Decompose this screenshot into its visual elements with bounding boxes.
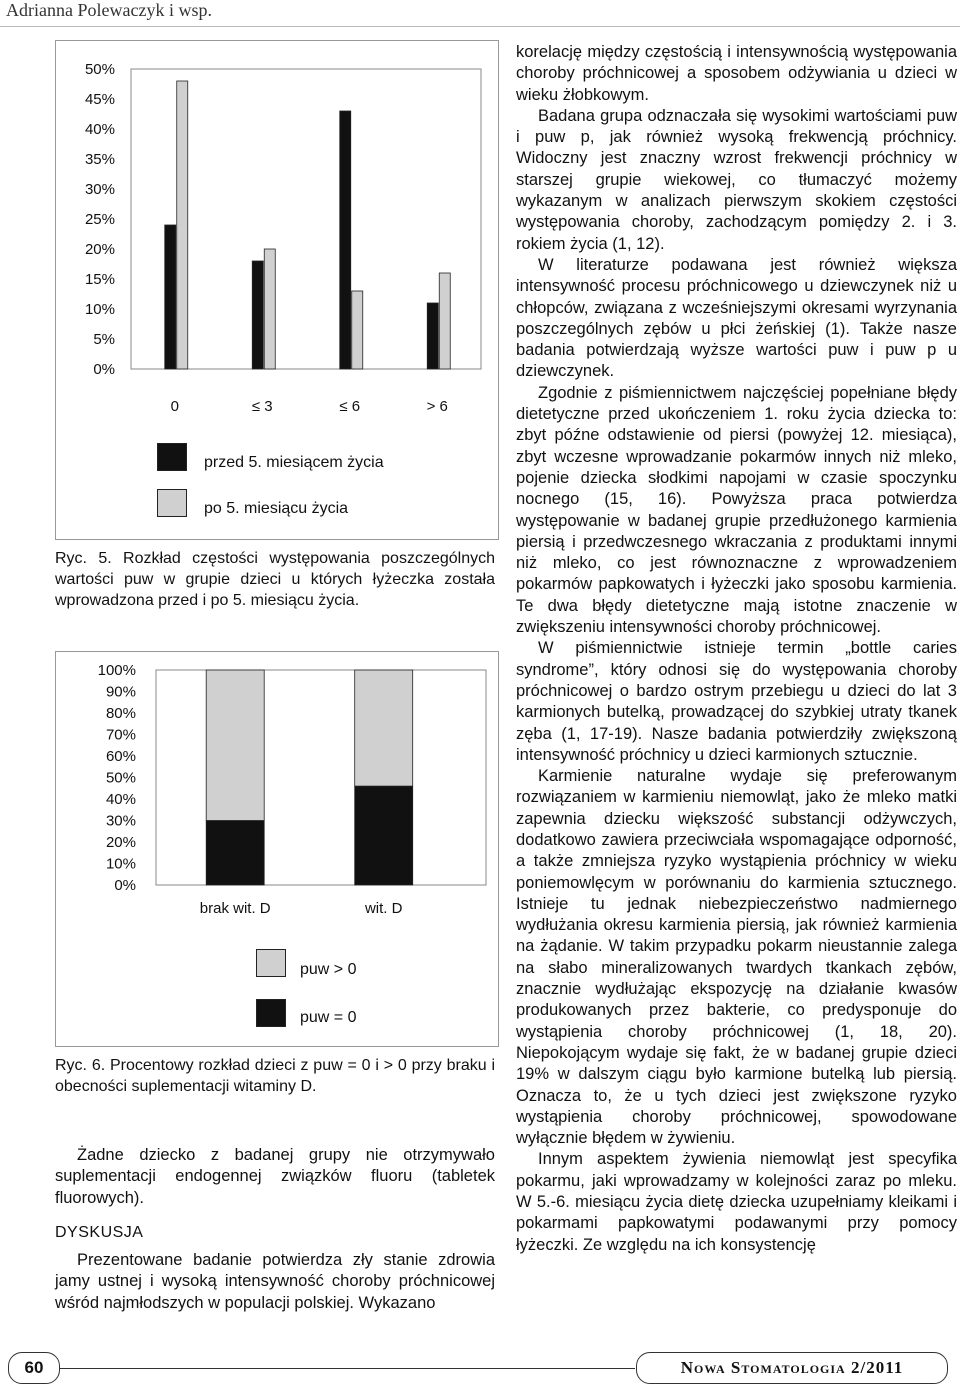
- paragraph-r6: Karmienie naturalne wydaje się preferowanym rozwiązaniem w karmieniu niemowląt, jako że mleko matki zapewnia dziecku większość substancji odżywczych, dodatkowo zawiera przeciwciała wspomagające odporność, a także zmniejsza ryzyko wystąpienia próchnicy w wieku poniemowlęcym w porównaniu do karmienia sztucznego. Istnieje tu jednak niebezpieczeństwo nadmiernego wydłużania okresu karmienia piersią, jak również karmienia na żądanie. W takim przypadku pokarm nieustannie zalega na słabo mineralizowanych twardych tkankach zębów, znacznie wydłużając ekspozycję na działanie kwasów produkowanych przez bakterie, co predysponuje do wystąpienia choroby próchnicowej (1, 18, 20). Niepokojącym wydaje się fakt, że w badanej grupie dzieci 19% w dalszym ciągu było karmione butelką lub piersią. Oznacza to, że u tych dzieci jest zwiększone ryzyko wystąpienia choroby próchnicowej, spowodowane wyłącznie błędem w żywieniu.: [516, 767, 957, 1148]
- section-heading-discussion: DYSKUSJA: [55, 1224, 144, 1241]
- figure-6-svg: [56, 652, 498, 1046]
- left-column-text: [55, 1145, 495, 1209]
- page-footer: [0, 1352, 960, 1388]
- y-tick-label: 25%: [84, 211, 115, 228]
- footer-rule: [60, 1368, 635, 1369]
- x-category-label: ≤ 6: [339, 398, 361, 415]
- y-tick-label: 40%: [105, 791, 136, 808]
- y-tick-label: 20%: [84, 241, 115, 258]
- y-tick-label: 45%: [84, 91, 115, 108]
- y-tick-label: 60%: [105, 748, 136, 765]
- page-number: 60: [8, 1352, 60, 1384]
- y-tick-label: 0%: [93, 361, 115, 378]
- legend-label-after: po 5. miesiącu życia: [204, 500, 349, 517]
- y-tick-label: 100%: [97, 662, 136, 679]
- bar-before-3: [427, 303, 438, 369]
- legend-label-before: przed 5. miesiącem życia: [204, 454, 384, 471]
- y-tick-label: 80%: [105, 705, 136, 722]
- y-tick-label: 20%: [105, 834, 136, 851]
- bar-before-0: [165, 225, 176, 369]
- bar-before-2: [340, 111, 351, 369]
- y-tick-label: 5%: [93, 331, 115, 348]
- plot-area: [156, 670, 486, 885]
- left-column-discussion: [55, 1250, 495, 1314]
- bar-before-1: [252, 261, 263, 369]
- bar-puw-pos-0: [206, 670, 264, 821]
- paragraph-r7: Innym aspektem żywienia niemowląt jest specyfika pokarmu, jaki wprowadzamy w kolejności zaraz po mleku. W 5.-6. miesiącu życia dietę dziecka uzupełniamy kleikami i pokarmami papkowatymi podawanymi przy pomocy łyżeczki. Ze względu na ich konsystencję: [516, 1150, 957, 1254]
- paragraph-r3: W literaturze podawana jest również większa intensywność procesu próchnicowego u dziewczynek niż u chłopców, związana z wcześniejszymi okresami wyrzynania poszczególnych zębów u płci żeńskiej (1). Także nasze badania potwierdzają wyższe wartości puw i puw p u dziewczynek.: [516, 255, 957, 381]
- paragraph-r2: Badana grupa odznaczała się wysokimi wartościami puw i puw p, jak również wysoką frekwencją próchnicy. Widoczny jest znaczny wzrost frekwencji próchnicy w starszej grupie wiekowej, co tłumaczyć możemy wykazanym w analizach pierwszym skokiem częstości występowania choroby, zachodzącym pomiędzy 2. i 3. rokiem życia (1, 12).: [516, 106, 957, 253]
- paragraph-r1: korelację między częstością i intensywnością występowania choroby próchnicowej a sposobem odżywiania u dzieci w wieku żłobkowym.: [516, 43, 957, 104]
- y-tick-label: 0%: [114, 877, 136, 894]
- legend-swatch-before: [157, 443, 187, 471]
- y-tick-label: 30%: [84, 181, 115, 198]
- figure-6-chart: [55, 651, 499, 1047]
- figure-6-caption: Ryc. 6. Procentowy rozkład dzieci z puw = 0 i > 0 przy braku i obecności suplementacji witaminy D.: [55, 1057, 495, 1095]
- bar-after-1: [264, 249, 275, 369]
- journal-name: Nowa Stomatologia 2/2011: [636, 1352, 948, 1384]
- bar-puw-pos-1: [355, 670, 413, 786]
- legend-swatch-after: [157, 489, 187, 517]
- figure-5-caption: Ryc. 5. Rozkład częstości występowania poszczególnych wartości puw w grupie dzieci u których łyżeczka została wprowadzona przed i po 5. miesiącu życia.: [55, 550, 495, 609]
- bar-after-2: [352, 291, 363, 369]
- running-header: Adrianna Polewaczyk i wsp.: [6, 0, 212, 20]
- bar-after-0: [177, 81, 188, 369]
- y-tick-label: 70%: [105, 726, 136, 744]
- figure-5-chart: [55, 40, 499, 540]
- bar-after-3: [439, 273, 450, 369]
- paragraph-discussion: Prezentowane badanie potwierdza zły stanie zdrowia jamy ustnej i wysoką intensywność choroby próchnicowej wśród najmłodszych w populacji polskiej. Wykazano: [55, 1251, 495, 1312]
- x-category-label: ≤ 3: [251, 398, 273, 415]
- y-tick-label: 15%: [84, 271, 115, 288]
- bar-puw-zero-1: [355, 786, 413, 885]
- y-tick-label: 50%: [84, 61, 115, 78]
- y-tick-label: 10%: [105, 855, 136, 873]
- paragraph-r5: W piśmiennictwie istnieje termin „bottle caries syndrome”, który odnosi się do występowania choroby próchnicowej o bardzo ostrym przebiegu u dzieci do lat 3 karmionych butelką, prowadzącej do szybkiej utraty tkanek zęba (1, 17-19). Nasze badania potwierdziły zwiększoną intensywność próchnicy u dzieci karmionych sztucznie.: [516, 639, 957, 764]
- y-tick-label: 40%: [84, 121, 115, 138]
- y-tick-label: 35%: [84, 151, 115, 168]
- y-tick-label: 10%: [84, 301, 115, 318]
- paragraph-fluoride: Żadne dziecko z badanej grupy nie otrzymywało suplementacji endogennej związków fluoru (tabletek fluorowych).: [55, 1146, 495, 1207]
- legend-swatch-puw-zero: [256, 999, 286, 1027]
- x-category-label: > 6: [426, 398, 448, 415]
- header-rule: [0, 26, 960, 27]
- legend-label-puw-zero: puw = 0: [300, 1009, 357, 1026]
- right-column-text: [516, 42, 957, 1256]
- y-tick-label: 50%: [105, 769, 136, 787]
- paragraph-r4: Zgodnie z piśmiennictwem najczęściej popełniane błędy dietetyczne przed ukończeniem 1. roku życia dziecka to: zbyt późne odstawienie od piersi (powyżej 12. miesiąca), zbyt wczesne wprowadzanie pokarmów innych niż mleko, pojenie dziecka słodkimi napojami w czasie spoczynku nocnego (15, 16). Powyższa praca potwierdza występowanie w badanej grupie przedłużonego karmienia piersią i przedwczesnego wkraczania z produktami innymi niż mleko, co jest równoznaczne z wprowadzeniem pokarmów papkowatych i łyżeczki jako sposobu karmienia. Te dwa błędy dietetyczne mają istotne znaczenie w zwiększeniu intensywności choroby próchnicowej.: [516, 383, 957, 637]
- x-category-label: brak wit. D: [199, 900, 271, 917]
- legend-label-puw-pos: puw > 0: [300, 961, 357, 978]
- bar-puw-zero-0: [206, 821, 264, 886]
- y-tick-label: 30%: [105, 812, 136, 830]
- x-category-label: 0: [170, 398, 179, 415]
- y-tick-label: 90%: [105, 683, 136, 701]
- x-category-label: wit. D: [364, 900, 403, 917]
- legend-swatch-puw-pos: [256, 949, 286, 977]
